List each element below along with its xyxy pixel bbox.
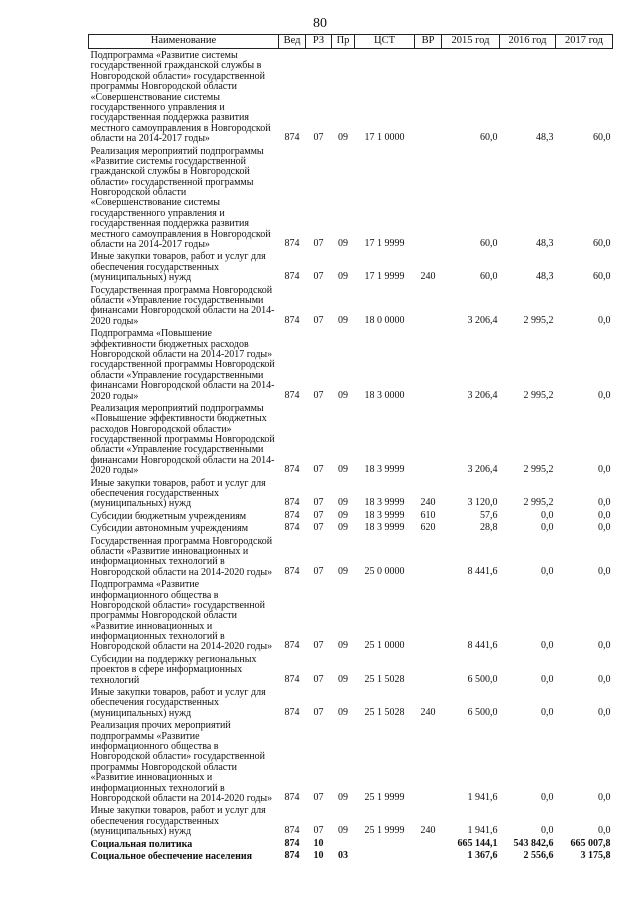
- cell-pr: 09: [338, 271, 348, 283]
- cell-2016: 0,0: [541, 522, 554, 534]
- cell-cst: 18 3 0000: [364, 389, 405, 401]
- cell-2017: 0,0: [598, 389, 611, 401]
- cell-cst: 25 1 9999: [364, 791, 405, 803]
- cell-rz: 07: [313, 497, 324, 509]
- cell-name: Иные закупки товаров, работ и услуг для обеспечения государственных (муниципальных) нужд: [90, 687, 266, 719]
- cell-2017: 60,0: [593, 132, 611, 144]
- cell-vr: 240: [420, 497, 436, 509]
- cell-rz: 07: [313, 565, 324, 577]
- cell-pr: 09: [338, 565, 348, 577]
- cell-pr: 09: [338, 238, 348, 250]
- cell-2016: 48,3: [536, 238, 554, 250]
- cell-2017: 665 007,8: [570, 837, 611, 849]
- cell-2015: 3 206,4: [467, 464, 498, 476]
- cell-ved: 874: [284, 509, 300, 521]
- cell-ved: 874: [284, 706, 300, 718]
- cell-vr: 610: [420, 509, 436, 521]
- cell-pr: 09: [338, 640, 348, 652]
- cell-2015: 60,0: [480, 238, 498, 250]
- cell-rz: 07: [313, 389, 324, 401]
- cell-pr: 09: [338, 497, 348, 509]
- cell-pr: 09: [338, 132, 348, 144]
- cell-vr: [415, 327, 442, 402]
- cell-name: Государственная программа Новгородской области «Управление государственными финансами Новгородской области на 2014-2020 годы»: [90, 284, 275, 327]
- cell-vr: [415, 838, 442, 850]
- cell-ved: 874: [284, 132, 300, 144]
- table-row: [89, 145, 613, 251]
- cell-2016: 48,3: [536, 271, 554, 283]
- budget-table: [88, 34, 613, 862]
- cell-ved: 874: [284, 673, 300, 685]
- cell-pr: 09: [338, 389, 348, 401]
- table-row: [89, 477, 613, 510]
- cell-name: Подпрограмма «Развитие информационного общества в Новгородской области» государственной программы Новгородской области «Развитие инновационных и информационных технологий в Новгородской области на 2014-2020 годы»: [90, 579, 273, 653]
- cell-2015: 6 500,0: [467, 673, 498, 685]
- table-row: [89, 327, 613, 402]
- table-body: [89, 49, 613, 863]
- cell-2017: 0,0: [598, 706, 611, 718]
- cell-name: Иные закупки товаров, работ и услуг для обеспечения государственных (муниципальных) нужд: [90, 805, 266, 838]
- cell-rz: 07: [313, 238, 324, 250]
- cell-2017: 0,0: [598, 640, 611, 652]
- cell-2017: 0,0: [598, 673, 611, 685]
- cell-ved: 874: [284, 837, 300, 849]
- cell-vr: 240: [420, 825, 436, 837]
- header-rz: РЗ: [306, 35, 332, 49]
- cell-2015: 1 941,6: [467, 825, 498, 837]
- cell-rz: 07: [313, 464, 324, 476]
- cell-rz: 07: [313, 673, 324, 685]
- header-2016: 2016 год: [500, 35, 556, 49]
- cell-ved: 874: [284, 791, 300, 803]
- cell-vr: 240: [420, 706, 436, 718]
- cell-2017: 0,0: [598, 825, 611, 837]
- cell-name: Иные закупки товаров, работ и услуг для обеспечения государственных (муниципальных) нужд: [90, 477, 266, 510]
- table-row: [89, 535, 613, 579]
- cell-2016: 2 995,2: [523, 497, 554, 509]
- cell-cst: 25 1 0000: [364, 640, 405, 652]
- cell-pr: 03: [338, 849, 348, 861]
- header-pr: Пр: [332, 35, 355, 49]
- cell-pr: 09: [338, 314, 348, 326]
- cell-rz: 07: [313, 271, 324, 283]
- cell-name: Иные закупки товаров, работ и услуг для обеспечения государственных (муниципальных) нужд: [90, 251, 266, 284]
- cell-vr: [415, 850, 442, 862]
- cell-2015: 1 941,6: [467, 791, 498, 803]
- table-row: [89, 522, 613, 534]
- cell-ved: 874: [284, 389, 300, 401]
- table-row: [89, 653, 613, 686]
- cell-pr: 09: [338, 825, 348, 837]
- cell-rz: 07: [313, 314, 324, 326]
- cell-vr: [415, 145, 442, 251]
- cell-rz: 07: [313, 825, 324, 837]
- table-row: [89, 402, 613, 477]
- cell-pr: 09: [338, 464, 348, 476]
- header-cst: ЦСТ: [355, 35, 415, 49]
- cell-vr: [415, 653, 442, 686]
- header-2017: 2017 год: [556, 35, 613, 49]
- cell-2016: 0,0: [541, 640, 554, 652]
- cell-cst: [355, 850, 415, 862]
- table-row: [89, 838, 613, 850]
- cell-2015: 60,0: [480, 132, 498, 144]
- cell-2016: 0,0: [541, 673, 554, 685]
- cell-2015: 28,8: [480, 522, 498, 534]
- cell-2017: 0,0: [598, 509, 611, 521]
- cell-ved: 874: [284, 565, 300, 577]
- cell-name: Социальное обеспечение населения: [90, 850, 253, 862]
- cell-cst: 17 1 9999: [364, 271, 405, 283]
- cell-name: Социальная политика: [90, 838, 193, 850]
- cell-cst: 18 3 9999: [364, 464, 405, 476]
- cell-2016: 0,0: [541, 825, 554, 837]
- cell-vr: 620: [420, 522, 436, 534]
- cell-cst: 18 3 9999: [364, 497, 405, 509]
- cell-2016: 0,0: [541, 565, 554, 577]
- table-row: [89, 719, 613, 804]
- cell-pr: [332, 838, 355, 850]
- table-row: [89, 804, 613, 837]
- cell-pr: 09: [338, 673, 348, 685]
- cell-2017: 0,0: [598, 314, 611, 326]
- cell-2017: 0,0: [598, 565, 611, 577]
- cell-cst: 25 1 5028: [364, 673, 405, 685]
- cell-pr: 09: [338, 791, 348, 803]
- table-row: [89, 686, 613, 719]
- cell-2017: 0,0: [598, 497, 611, 509]
- cell-2017: 0,0: [598, 791, 611, 803]
- cell-vr: 240: [420, 271, 436, 283]
- cell-pr: 09: [338, 509, 348, 521]
- cell-pr: 09: [338, 522, 348, 534]
- cell-ved: 874: [284, 271, 300, 283]
- cell-2015: 665 144,1: [457, 837, 498, 849]
- cell-ved: 874: [284, 314, 300, 326]
- cell-ved: 874: [284, 238, 300, 250]
- cell-2015: 3 120,0: [467, 497, 498, 509]
- header-ved: Вед: [279, 35, 306, 49]
- cell-2016: 543 842,6: [513, 837, 554, 849]
- cell-2017: 60,0: [593, 271, 611, 283]
- cell-rz: 07: [313, 522, 324, 534]
- header-vr: ВР: [415, 35, 442, 49]
- cell-name: Субсидии на поддержку региональных проектов в сфере информационных технологий: [90, 653, 257, 686]
- cell-2016: 2 995,2: [523, 314, 554, 326]
- cell-ved: 874: [284, 497, 300, 509]
- cell-vr: [415, 284, 442, 328]
- cell-cst: 18 0 0000: [364, 314, 405, 326]
- cell-rz: 10: [313, 849, 324, 861]
- header-name: Наименование: [89, 35, 279, 49]
- cell-vr: [415, 402, 442, 477]
- cell-pr: 09: [338, 706, 348, 718]
- cell-2015: 3 206,4: [467, 389, 498, 401]
- cell-2016: 2 995,2: [523, 464, 554, 476]
- cell-2015: 8 441,6: [467, 565, 498, 577]
- cell-2016: 2 995,2: [523, 389, 554, 401]
- cell-2015: 8 441,6: [467, 640, 498, 652]
- table-row: [89, 510, 613, 522]
- cell-cst: 17 1 9999: [364, 238, 405, 250]
- cell-name: Государственная программа Новгородской области «Развитие инновационных и информационных технологий в Новгородской области на 2014-2020 годы»: [90, 535, 273, 578]
- cell-name: Подпрограмма «Повышение эффективности бюджетных расходов Новгородской области на 2014-2017 годы» государственной программы Новгородской области «Управление государственными финансами Новгородской области на 2014-2020 годы»: [90, 328, 275, 402]
- cell-2015: 57,6: [480, 509, 498, 521]
- cell-name: Реализация мероприятий подпрограммы «Повышение эффективности бюджетных расходов Новгородской области» государственной программы Новгородской области «Управление государственными финансами Новгородской области на 2014-2020 годы»: [90, 402, 275, 477]
- cell-vr: [415, 578, 442, 653]
- page-number: 80: [313, 16, 327, 31]
- cell-rz: 10: [313, 837, 324, 849]
- cell-ved: 874: [284, 464, 300, 476]
- cell-rz: 07: [313, 509, 324, 521]
- cell-2016: 0,0: [541, 509, 554, 521]
- cell-2015: 1 367,6: [467, 849, 498, 861]
- cell-name: Субсидии бюджетным учреждениям: [90, 510, 247, 522]
- cell-cst: 25 1 5028: [364, 706, 405, 718]
- cell-2017: 0,0: [598, 522, 611, 534]
- table-header-row: [89, 35, 613, 49]
- cell-ved: 874: [284, 849, 300, 861]
- cell-2016: 0,0: [541, 706, 554, 718]
- cell-2015: 6 500,0: [467, 706, 498, 718]
- cell-2017: 60,0: [593, 238, 611, 250]
- cell-rz: 07: [313, 706, 324, 718]
- cell-cst: 25 0 0000: [364, 565, 405, 577]
- cell-rz: 07: [313, 791, 324, 803]
- cell-cst: 17 1 0000: [364, 132, 405, 144]
- cell-2017: 3 175,8: [580, 849, 611, 861]
- cell-cst: 18 3 9999: [364, 522, 405, 534]
- header-2015: 2015 год: [442, 35, 500, 49]
- cell-name: Субсидии автономным учреждениям: [90, 523, 249, 535]
- cell-ved: 874: [284, 522, 300, 534]
- table-row: [89, 250, 613, 283]
- cell-2015: 60,0: [480, 271, 498, 283]
- cell-rz: 07: [313, 132, 324, 144]
- cell-cst: [355, 838, 415, 850]
- cell-2016: 0,0: [541, 791, 554, 803]
- table-row: [89, 850, 613, 862]
- cell-ved: 874: [284, 825, 300, 837]
- cell-2017: 0,0: [598, 464, 611, 476]
- cell-cst: 25 1 9999: [364, 825, 405, 837]
- cell-name: Реализация мероприятий подпрограммы «Развитие системы государственной гражданской службы в Новгородской области» государственной программы Новгородской области «Совершенствование системы государственного управления и государственная поддержка развития местного самоуправления в Новгородской области на 2014-2017 годы»: [90, 145, 271, 251]
- cell-2016: 2 556,6: [523, 849, 554, 861]
- cell-ved: 874: [284, 640, 300, 652]
- cell-2015: 3 206,4: [467, 314, 498, 326]
- cell-name: Подпрограмма «Развитие системы государственной гражданской службы в Новгородской области» государственной программы Новгородской области «Совершенствование системы государственного управления и государственная поддержка развития местного самоуправления в Новгородской области на 2014-2017 годы»: [90, 50, 271, 145]
- cell-vr: [415, 49, 442, 145]
- cell-cst: 18 3 9999: [364, 509, 405, 521]
- cell-2016: 48,3: [536, 132, 554, 144]
- cell-name: Реализация прочих мероприятий подпрограммы «Развитие информационного общества в Новгородской области» государственной программы Новгородской области «Развитие инновационных и информационных технологий в Новгородской области на 2014-2020 годы»: [90, 720, 273, 804]
- table-row: [89, 284, 613, 328]
- cell-rz: 07: [313, 640, 324, 652]
- cell-vr: [415, 719, 442, 804]
- table-row: [89, 49, 613, 145]
- cell-vr: [415, 535, 442, 579]
- table-row: [89, 578, 613, 653]
